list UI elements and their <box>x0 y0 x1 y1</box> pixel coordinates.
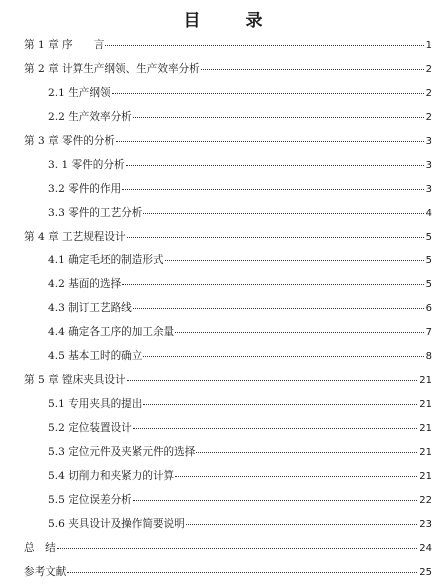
toc-section-entry[interactable] <box>24 420 432 444</box>
toc-entry-title: 第 5 章 镗床夹具设计 <box>24 374 126 387</box>
toc-page-number: 25 <box>419 566 432 578</box>
toc-entry-title: 5.4 切削力和夹紧力的计算 <box>48 469 175 482</box>
toc-section-entry[interactable] <box>24 252 432 276</box>
toc-entry-title: 5.3 定位元件及夹紧元件的选择 <box>48 445 196 458</box>
toc-page-number: 21 <box>419 470 432 482</box>
toc-chapter-entry[interactable] <box>24 564 432 588</box>
toc-list <box>24 37 432 588</box>
toc-chapter-entry[interactable] <box>24 540 432 564</box>
toc-page-number: 2 <box>425 87 432 99</box>
toc-section-entry[interactable] <box>24 348 432 372</box>
dot-leader <box>67 572 417 573</box>
toc-entry-title: 3.2 零件的作用 <box>48 182 122 195</box>
toc-page-number: 22 <box>419 494 432 506</box>
toc-section-entry[interactable] <box>24 492 432 516</box>
dot-leader <box>127 380 418 381</box>
toc-page-number: 23 <box>419 518 432 530</box>
toc-title: 目 录 <box>183 11 277 31</box>
toc-entry-title: 5.1 专用夹具的提出 <box>48 398 143 411</box>
dot-leader <box>122 189 423 190</box>
toc-page-number: 24 <box>419 542 432 554</box>
dot-leader <box>112 93 424 94</box>
toc-page-number: 2 <box>425 111 432 123</box>
toc-chapter-entry[interactable] <box>24 133 432 157</box>
toc-entry-title: 第 1 章 序 言 <box>24 39 105 51</box>
toc-section-entry[interactable] <box>24 276 432 300</box>
toc-page-number: 5 <box>425 255 432 267</box>
toc-page-number: 5 <box>425 279 432 291</box>
toc-entry-title: 第 2 章 计算生产纲领、生产效率分析 <box>24 62 200 75</box>
toc-section-entry[interactable] <box>24 85 432 109</box>
toc-page-number: 21 <box>419 423 432 434</box>
toc-page-number: 1 <box>425 40 432 51</box>
dot-leader <box>57 548 417 549</box>
toc-chapter-entry[interactable] <box>24 229 432 253</box>
toc-entry-title: 5.2 定位装置设计 <box>48 422 132 434</box>
toc-chapter-entry[interactable] <box>24 372 432 396</box>
toc-entry-title: 总 结 <box>24 541 56 554</box>
toc-entry-title: 4.4 确定各工序的加工余量 <box>48 326 175 339</box>
dot-leader <box>143 356 423 357</box>
toc-entry-title: 第 3 章 零件的分析 <box>24 134 115 147</box>
dot-leader <box>116 141 424 142</box>
toc-section-entry[interactable] <box>24 181 432 205</box>
toc-chapter-entry[interactable] <box>24 37 432 61</box>
toc-entry-title: 第 4 章 工艺规程设计 <box>24 230 126 243</box>
toc-page-number: 21 <box>419 375 432 387</box>
toc-entry-title: 2.1 生产纲领 <box>48 86 111 99</box>
toc-page-number: 6 <box>425 303 432 315</box>
toc-page-number: 21 <box>419 399 432 411</box>
toc-section-entry[interactable] <box>24 205 432 229</box>
toc-section-entry[interactable] <box>24 444 432 468</box>
toc-page-number: 7 <box>425 327 432 339</box>
dot-leader <box>175 332 423 333</box>
toc-section-entry[interactable] <box>24 468 432 492</box>
dot-leader <box>186 524 418 525</box>
toc-page-number: 2 <box>425 63 432 75</box>
toc-page-number: 5 <box>425 231 432 243</box>
dot-leader <box>122 284 423 285</box>
dot-leader <box>126 165 424 166</box>
toc-entry-title: 3. 1 零件的分析 <box>48 158 125 171</box>
toc-page-number: 3 <box>425 183 432 195</box>
toc-section-entry[interactable] <box>24 109 432 133</box>
toc-chapter-entry[interactable] <box>24 61 432 85</box>
toc-section-entry[interactable] <box>24 324 432 348</box>
dot-leader <box>201 69 424 70</box>
dot-leader <box>196 452 417 453</box>
toc-entry-title: 3.3 零件的工艺分析 <box>48 206 143 219</box>
dot-leader <box>175 476 417 477</box>
toc-page-number: 4 <box>425 207 432 219</box>
toc-entry-title: 4.3 制订工艺路线 <box>48 302 132 315</box>
toc-entry-title: 5.5 定位误差分析 <box>48 493 132 506</box>
toc-section-entry[interactable] <box>24 396 432 420</box>
toc-entry-title: 4.1 确定毛坯的制造形式 <box>48 254 164 267</box>
toc-entry-title: 4.2 基面的选择 <box>48 278 122 291</box>
toc-entry-title: 2.2 生产效率分析 <box>48 110 132 123</box>
dot-leader <box>133 308 424 309</box>
dot-leader <box>127 237 424 238</box>
toc-page-number: 8 <box>425 351 432 363</box>
dot-leader <box>133 117 424 118</box>
toc-section-entry[interactable] <box>24 516 432 540</box>
toc-entry-title: 4.5 基本工时的确立 <box>48 350 143 363</box>
dot-leader <box>143 213 423 214</box>
dot-leader <box>143 404 417 405</box>
dot-leader <box>165 260 424 261</box>
toc-page-number: 3 <box>425 159 432 171</box>
dot-leader <box>133 428 417 429</box>
toc-section-entry[interactable] <box>24 300 432 324</box>
toc-page-number: 3 <box>425 135 432 147</box>
toc-page-number: 21 <box>419 446 432 458</box>
toc-section-entry[interactable] <box>24 157 432 181</box>
toc-entry-title: 5.6 夹具设计及操作简要说明 <box>48 517 185 530</box>
dot-leader <box>105 45 423 46</box>
toc-entry-title: 参考文献 <box>24 565 67 578</box>
dot-leader <box>133 500 417 501</box>
